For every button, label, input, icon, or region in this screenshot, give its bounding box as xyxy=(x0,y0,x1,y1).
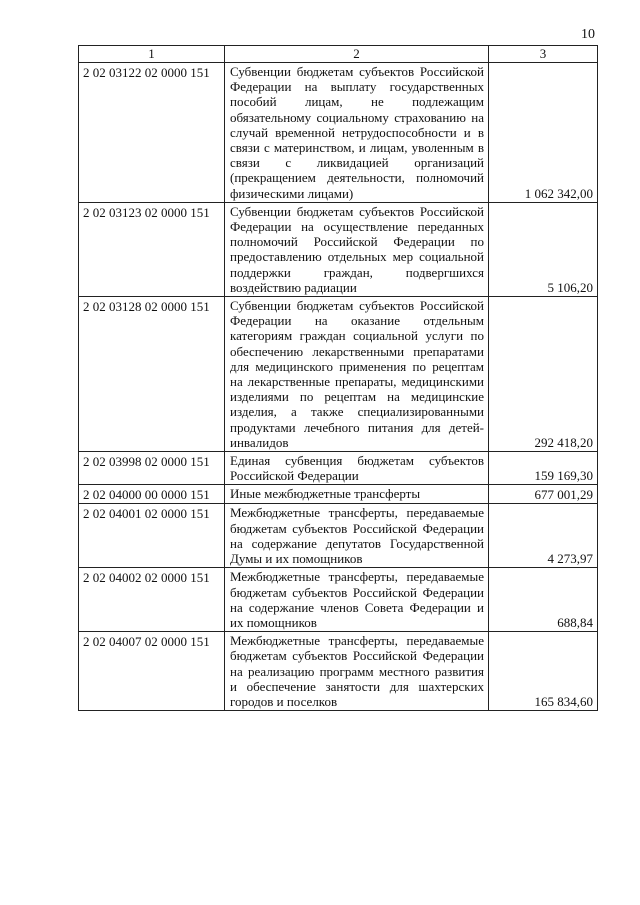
revenue-name-cell: Субвенции бюджетам субъектов Российской Федерации на выплату государственных пособий лицам, не подлежащим обязательному социальному страхованию на случай временной нетрудоспособности и в связи с материнством, и лицам, уволенным в связи с ликвидацией организаций (прекращением деятельности, полномочий физическими лицами) xyxy=(225,63,489,203)
budget-code-cell: 2 02 04007 02 0000 151 xyxy=(79,632,225,711)
column-header-amount: 3 xyxy=(489,46,598,63)
budget-code-cell: 2 02 03123 02 0000 151 xyxy=(79,202,225,296)
table-row xyxy=(79,485,598,504)
page-number: 10 xyxy=(581,27,595,42)
revenue-name-cell: Межбюджетные трансферты, передаваемые бюджетам субъектов Российской Федерации на содержание членов Совета Федерации и их помощников xyxy=(225,568,489,632)
budget-code-cell: 2 02 04002 02 0000 151 xyxy=(79,568,225,632)
revenue-name-cell: Иные межбюджетные трансферты xyxy=(225,485,489,504)
budget-code-cell: 2 02 04000 00 0000 151 xyxy=(79,485,225,504)
amount-cell: 4 273,97 xyxy=(489,504,598,568)
column-header-code: 1 xyxy=(79,46,225,63)
table-row xyxy=(79,632,598,711)
amount-cell: 688,84 xyxy=(489,568,598,632)
table-row xyxy=(79,452,598,485)
amount-cell: 5 106,20 xyxy=(489,202,598,296)
revenue-name-cell: Субвенции бюджетам субъектов Российской Федерации на осуществление переданных полномочий Российской Федерации по предоставлению отдельных мер социальной поддержки граждан, подвергшихся воздействию радиации xyxy=(225,202,489,296)
amount-cell: 677 001,29 xyxy=(489,485,598,504)
budget-code-cell: 2 02 03128 02 0000 151 xyxy=(79,297,225,452)
budget-revenue-table xyxy=(78,45,598,711)
budget-code-cell: 2 02 03998 02 0000 151 xyxy=(79,452,225,485)
amount-cell: 292 418,20 xyxy=(489,297,598,452)
table-row xyxy=(79,202,598,296)
table-row xyxy=(79,297,598,452)
revenue-name-cell: Субвенции бюджетам субъектов Российской Федерации на оказание отдельным категориям граждан социальной услуги по обеспечению лекарственными препаратами для медицинского применения по рецептам на лекарственные препараты, медицинскими изделиями по рецептам на медицинские изделия, а также специализированными продуктами лечебного питания для детей-инвалидов xyxy=(225,297,489,452)
amount-cell: 159 169,30 xyxy=(489,452,598,485)
revenue-name-cell: Межбюджетные трансферты, передаваемые бюджетам субъектов Российской Федерации на реализацию программ местного развития и обеспечение занятости для шахтерских городов и поселков xyxy=(225,632,489,711)
table-header-row xyxy=(79,46,598,63)
table-row xyxy=(79,568,598,632)
amount-cell: 165 834,60 xyxy=(489,632,598,711)
column-header-name: 2 xyxy=(225,46,489,63)
table-row xyxy=(79,504,598,568)
budget-code-cell: 2 02 04001 02 0000 151 xyxy=(79,504,225,568)
budget-code-cell: 2 02 03122 02 0000 151 xyxy=(79,63,225,203)
table-row xyxy=(79,63,598,203)
revenue-name-cell: Единая субвенция бюджетам субъектов Российской Федерации xyxy=(225,452,489,485)
revenue-name-cell: Межбюджетные трансферты, передаваемые бюджетам субъектов Российской Федерации на содержание депутатов Государственной Думы и их помощников xyxy=(225,504,489,568)
amount-cell: 1 062 342,00 xyxy=(489,63,598,203)
